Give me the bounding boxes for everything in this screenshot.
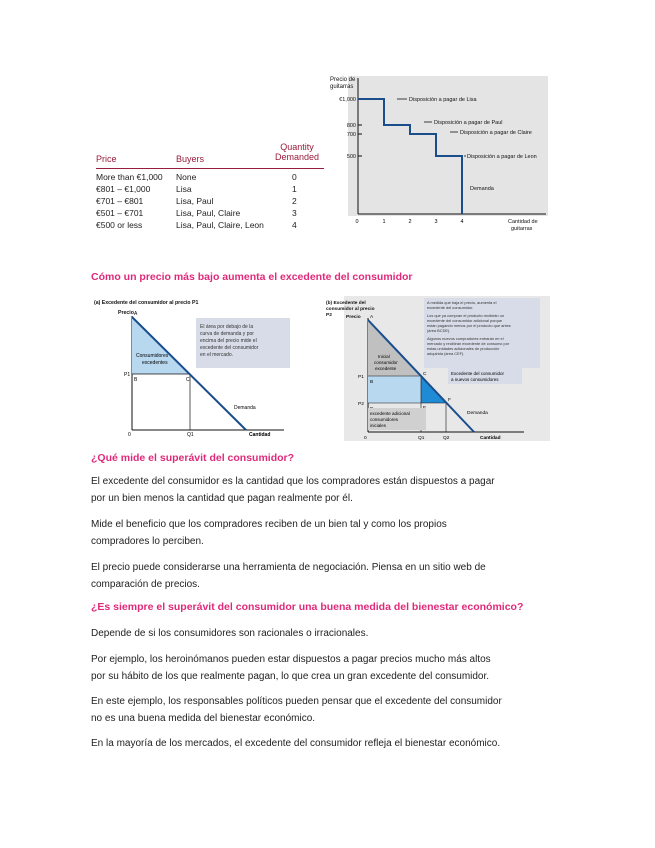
origin-label: 0 [364,436,367,441]
point-c: C [186,377,190,383]
note-line: adquirida (área CEF). [427,351,465,356]
note-line: A medida que baja el precio, aumenta el [427,300,497,305]
point-a: A [134,311,138,317]
panel-a-chart [94,298,304,444]
table-header-rule [96,168,324,169]
header-price: Price [96,154,117,164]
panel-b-chart [324,296,554,446]
paragraph [91,625,571,642]
initial-label: Inicial [378,354,390,359]
paragraph [91,559,571,593]
point-c: C [423,372,427,377]
x-tick-label: 0 [355,219,359,225]
panel-a-y-axis: Precio [118,310,134,316]
header-quantity-line1: Quantity [280,142,314,152]
paragraph-line: no es una buena medida del bienestar económico. [91,713,316,724]
paragraph-line: El excedente del consumidor es la cantidad que los compradores están dispuestos a pagar [91,476,495,487]
paragraph-line: El precio puede considerarse una herramienta de negociación. Piensa en un sitio web de [91,562,486,573]
row-quantity: 2 [292,196,297,206]
y-tick-label: 700 [346,132,356,138]
demand-label: Demanda [467,411,488,416]
point-f: F [448,398,451,403]
row-buyers: Lisa, Paul, Claire, Leon [176,220,264,230]
point-b: B [370,380,374,385]
annotation-claire: Disposición a pagar de Claire [460,130,532,136]
section1-heading: Cómo un precio más bajo aumenta el excedente del consumidor [91,271,413,283]
point-a: A [370,315,374,320]
y-label-line2: guitarras [330,84,354,90]
note-line: mercado y recibirán excedente de consumo por [427,341,510,346]
paragraph [91,473,571,507]
initial-label: excedente [375,366,397,371]
note-line: (área BCDE). [427,328,451,333]
panel-b-y-axis: Precio [346,315,361,320]
initial-label: consumidor [374,360,398,365]
note-line: están pagando menos por el producto que antes [427,323,511,328]
y-tick-label: 500 [346,154,356,160]
note-line: excedente del consumidor adicional porque [427,318,503,323]
x-axis-label: Cantidad [480,436,501,441]
x-tick-label: 3 [434,219,438,225]
new-consumers-label: a nuevos consumidores [451,377,499,382]
paragraph-line: Depende de si los consumidores son racionales o irracionales. [91,628,369,639]
x-tick-labels [355,219,463,225]
x-tick-label: 1 [382,219,386,225]
note-line: en el mercado. [200,352,234,358]
row-price: €501 – €701 [96,208,144,218]
row-price: €500 or less [96,220,143,230]
section2-heading: ¿Qué mide el superávit del consumidor? [91,452,295,464]
header-buyers: Buyers [176,154,205,164]
note-line: El área por debajo de la [200,324,254,330]
new-consumers-label: Excedente del consumidor [451,371,505,376]
demand-label: Demanda [470,186,494,192]
q1-label: Q1 [418,436,425,441]
paragraph [91,735,571,752]
note-line: estas unidades adicionales de producción [427,346,500,351]
row-quantity: 0 [292,172,297,182]
note-line: Los que ya compran el producto recibirán un [427,313,504,318]
demand-label: Demanda [234,405,256,411]
header-quantity-line2: Demanded [274,152,320,162]
paragraph-line: comparación de precios. [91,579,200,590]
y-tick-label: €1,000 [339,97,356,103]
row-buyers: Lisa [176,184,192,194]
origin-label: 0 [128,432,131,438]
paragraph-line: compradores lo perciben. [91,536,204,547]
annotation-lisa: Disposición a pagar de Lisa [409,97,477,103]
paragraph-line: Por ejemplo, los heroinómanos pueden estar dispuestos a pagar precios mucho más altos [91,654,491,665]
paragraph [91,693,571,727]
note-line: excedente del consumidor. [427,305,474,310]
annotation-leon: Disposición a pagar de Leon [467,154,537,160]
surplus-label-2: excedentes [142,360,168,366]
p1-label: P1 [358,375,364,380]
paragraph-line: por su hábito de los que realmente pagan, lo que crea un gran excedente del consumidor. [91,671,490,682]
section3-heading: ¿Es siempre el superávit del consumidor una buena medida del bienestar económico? [91,601,524,613]
q1-label: Q1 [187,432,194,438]
note-line: encima del precio mide el [200,338,257,344]
p1-label: P1 [124,372,131,378]
paragraph [91,516,571,550]
additional-label: consumidores [370,417,399,422]
surplus-label-1: Consumidores [136,353,169,359]
panel-a-title: (a) Excedente del consumidor al precio P1 [94,300,199,306]
row-price: €801 – €1,000 [96,184,151,194]
y-tick-label: 800 [346,123,356,129]
paragraph [91,651,571,685]
note-line: excedente del consumidor [200,345,259,351]
row-quantity: 4 [292,220,297,230]
additional-surplus-area [368,376,421,403]
header-quantity [270,142,324,162]
note-line: Algunos nuevos compradores entrarán en el [427,336,504,341]
paragraph-line: En la mayoría de los mercados, el excedente del consumidor refleja el bienestar económico. [91,738,501,749]
x-label-line2: guitarras [511,226,533,232]
y-label-line1: Precio de [330,77,356,83]
additional-label: excedente adicional [370,411,410,416]
annotation-paul: Disposición a pagar de Paul [434,120,503,126]
row-buyers: None [176,172,197,182]
x-label-line1: Cantidad de [508,219,538,225]
row-price: More than €1,000 [96,172,163,182]
point-b: B [134,377,138,383]
row-buyers: Lisa, Paul, Claire [176,208,241,218]
paragraph-line: por un bien menos la cantidad que pagan realmente por él. [91,493,353,504]
panel-b-title-line1: (b) Excedente del [326,301,366,306]
additional-label: iniciales [370,423,387,428]
x-tick-label: 4 [460,219,464,225]
panel-b-title-line3: P2 [326,313,332,318]
row-quantity: 3 [292,208,297,218]
paragraph-line: Mide el beneficio que los compradores reciben de un bien tal y como los propios [91,519,447,530]
x-tick-label: 2 [408,219,412,225]
p2-label: P2 [358,402,364,407]
row-buyers: Lisa, Paul [176,196,214,206]
panel-b-title-line2: consumidor al precio [326,307,375,312]
note-line: curva de demanda y por [200,331,254,337]
paragraph-line: En este ejemplo, los responsables políticos pueden pensar que el excedente del consumidor [91,696,502,707]
step-demand-chart [330,72,560,238]
q2-label: Q2 [443,436,450,441]
row-price: €701 – €801 [96,196,144,206]
row-quantity: 1 [292,184,297,194]
x-axis-label: Cantidad [249,432,271,438]
